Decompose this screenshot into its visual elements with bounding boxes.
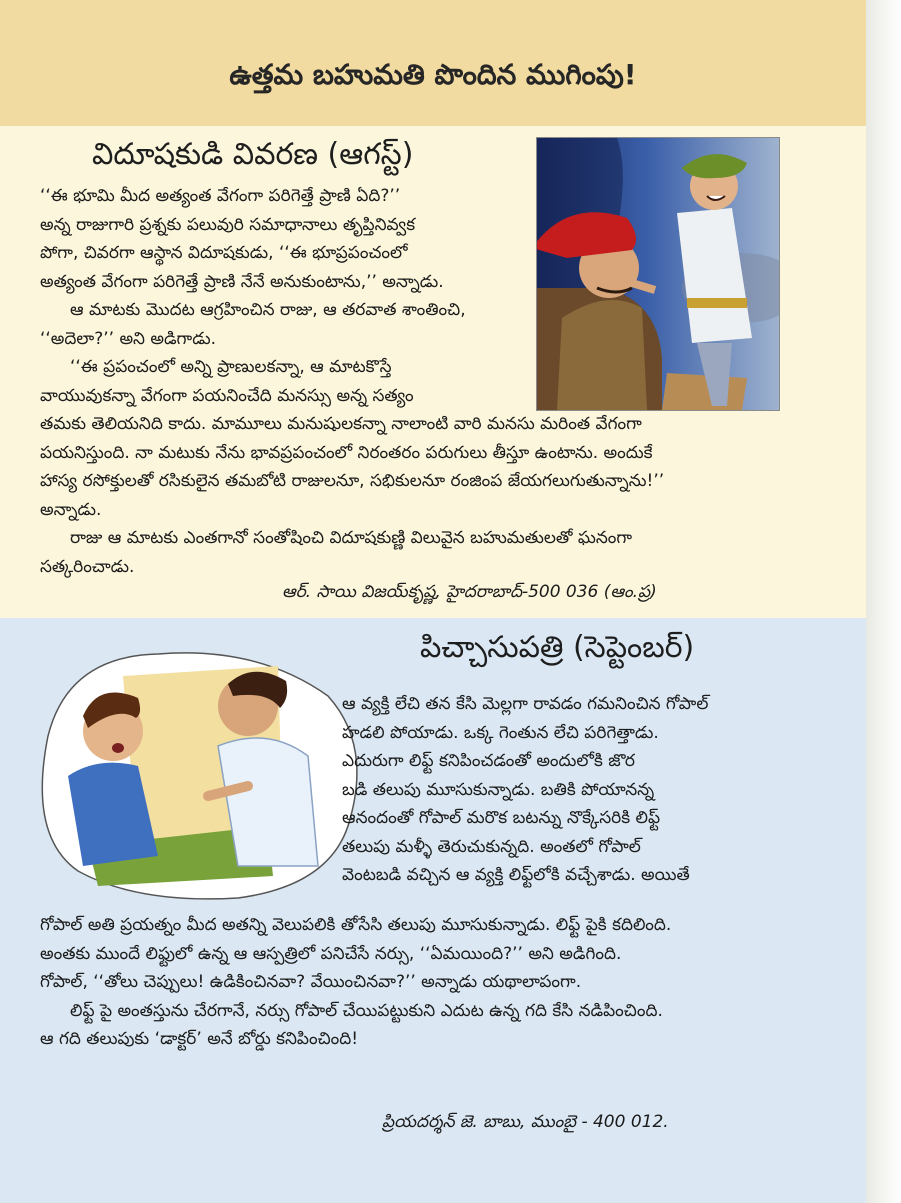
paragraph-line: అత్యంత వేగంగా పరిగెత్తే ప్రాణి నేనే అనుకుంటాను,’’ అన్నాడు. [40, 271, 444, 292]
paragraph-line: అన్న రాజుగారి ప్రశ్నకు పలువురి సమాధానాలు తృప్తినివ్వక [40, 214, 416, 235]
page-title: ఉత్తమ బహుమతి పొందిన ముగింపు! [229, 58, 637, 91]
page-edge [866, 0, 901, 1203]
paragraph-line: వాయువుకన్నా వేగంగా పయనించేది మనస్సు అన్న సత్యం [40, 385, 414, 406]
story2-title: పిచ్చాసుపత్రి (సెప్టెంబర్) [420, 630, 695, 665]
paragraph-line: ఆ వ్యక్తి లేచి తన కేసి మెల్లగా రావడం గమనించిన గోపాల్ [342, 694, 709, 714]
paragraph-line: సత్కరించాడు. [40, 556, 135, 577]
paragraph-line: ఆ గది తలుపుకు ‘డాక్టర్’ అనే బోర్డు కనిపించింది! [40, 1029, 359, 1049]
paragraph-line: అన్నాడు. [40, 499, 102, 520]
paragraph-line: తలుపు మళ్ళీ తెరుచుకున్నది. అంతలో గోపాల్ [342, 836, 641, 857]
paragraph-line: బడి తలుపు మూసుకున్నాడు. బతికి పోయానన్న [342, 779, 655, 800]
story2-wrapped-text [342, 690, 802, 890]
hospital-chase-illustration [28, 636, 358, 904]
paragraph-line: హడలి పోయాడు. ఒక్క గెంతున లేచి పరిగెత్తాడు. [342, 722, 659, 743]
story1-full-text [40, 410, 830, 581]
story1-credit: ఆర్. సాయి విజయ్‌కృష్ణ, హైదరాబాద్-500 036 (ఆం.ప్ర) [282, 582, 657, 602]
story2-full-text [40, 911, 830, 1054]
paragraph-line: రాజు ఆ మాటకు ఎంతగానో సంతోషించి విదూషకుణ్ణి విలువైన బహుమతులతో ఘనంగా [70, 528, 633, 548]
story1-wrapped-text [40, 182, 530, 410]
paragraph-line: ‘‘ఈ భూమి మీద అత్యంత వేగంగా పరిగెత్తే ప్రాణి ఏది?’’ [40, 186, 401, 206]
paragraph-line: హాస్య రసోక్తులతో రసికులైన తమబోటి రాజులనూ, సభికులనూ రంజింప జేయగలుగుతున్నాను!’’ [40, 471, 665, 491]
paragraph-line: ఆనందంతో గోపాల్ మరొక బటన్ను నొక్కేసరికి లిఫ్ట్ [342, 808, 661, 828]
paragraph-line: గోపాల్, ‘‘తోలు చెప్పులు! ఉడికించినవా? వేయించినవా?’’ అన్నాడు యథాలాపంగా. [40, 972, 582, 992]
paragraph-line: ‘‘అదెలా?’’ అని అడిగాడు. [40, 328, 217, 349]
paragraph-line: పయనిస్తుంది. నా మటుకు నేను భావప్రపంచంలో నిరంతరం పరుగులు తీస్తూ ఉంటాను. అందుకే [40, 442, 653, 463]
king-jester-illustration [536, 137, 780, 411]
paragraph-line: అంతకు ముందే లిఫ్టులో ఉన్న ఆ ఆస్పత్రిలో పనిచేసే నర్సు, ‘‘ఏమయింది?’’ అని అడిగింది. [40, 943, 622, 964]
paragraph-line: ఎదురుగా లిఫ్ట్ కనిపించడంతో అందులోకి జొర [342, 751, 635, 771]
paragraph-line: వెంటబడి వచ్చిన ఆ వ్యక్తి లిఫ్ట్‌లోకి వచ్చేశాడు. అయితే [342, 865, 690, 885]
paragraph-line: ఆ మాటకు మొదట ఆగ్రహించిన రాజు, ఆ తరవాత శాంతించి, [70, 300, 466, 320]
paragraph-line: లిఫ్ట్ పై అంతస్తును చేరగానే, నర్సు గోపాల్‌ చేయిపట్టుకుని ఎదుట ఉన్న గది కేసి నడిపించింది. [70, 1000, 663, 1021]
paragraph-line: పోగా, చివరగా ఆస్థాన విదూషకుడు, ‘‘ఈ భూప్రపంచంలో [40, 243, 408, 263]
header-band [0, 0, 866, 126]
story1-title: విదూషకుడి వివరణ (ఆగస్ట్) [92, 137, 414, 172]
paragraph-line: గోపాల్ అతి ప్రయత్నం మీద అతన్ని వెలుపలికి తోసేసి తలుపు మూసుకున్నాడు. లిఫ్ట్ పైకి కదిలింది. [40, 915, 672, 935]
paragraph-line: తమకు తెలియనిది కాదు. మామూలు మనుషులకన్నా నాలాంటి వారి మనసు మరింత వేగంగా [40, 414, 642, 434]
paragraph-line: ‘‘ఈ ప్రపంచంలో అన్ని ప్రాణులకన్నా, ఆ మాటకొస్తే [70, 357, 392, 377]
story2-credit: ప్రియదర్శన్ జె. బాబు, ముంబై - 400 012. [382, 1112, 669, 1132]
